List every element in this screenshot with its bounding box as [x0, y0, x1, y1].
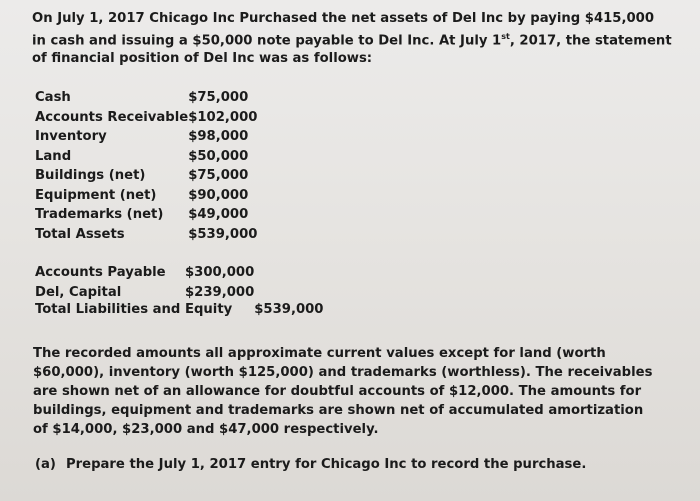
- table-row: [35, 108, 257, 128]
- table-row: [35, 127, 257, 147]
- asset-value-accounts-receivable: $102,000: [188, 109, 258, 125]
- table-row: [35, 166, 257, 186]
- total-liabilities-row: [35, 302, 323, 317]
- liability-value-accounts-payable: $300,000: [185, 265, 255, 281]
- asset-label-equipment: Equipment (net): [35, 187, 157, 203]
- intro-text-part1: On July 1, 2017 Chicago Inc Purchased the net assets of Del Inc by paying $415,000 in cash and issuing a $50,000 note payable to Del Inc. At July 1: [32, 11, 655, 49]
- asset-label-trademarks: Trademarks (net): [35, 207, 164, 223]
- asset-label-accounts-receivable: Accounts Receivable: [35, 109, 189, 125]
- asset-label-cash: Cash: [35, 90, 71, 106]
- liability-label-accounts-payable: Accounts Payable: [35, 265, 166, 281]
- asset-label-land: Land: [35, 148, 72, 164]
- asset-value-buildings: $75,000: [188, 168, 249, 184]
- table-row: [35, 225, 257, 245]
- asset-value-trademarks: $49,000: [188, 207, 249, 223]
- table-row: [35, 147, 257, 167]
- asset-value-land: $50,000: [188, 148, 249, 164]
- task-letter: (a): [35, 457, 56, 472]
- liability-label-del-capital: Del, Capital: [35, 284, 122, 300]
- asset-value-cash: $75,000: [188, 90, 249, 106]
- liability-value-del-capital: $239,000: [185, 284, 255, 300]
- asset-value-equipment: $90,000: [188, 187, 249, 203]
- task-a: [35, 457, 586, 472]
- asset-value-inventory: $98,000: [188, 129, 249, 145]
- table-row: [35, 186, 257, 206]
- asset-label-buildings: Buildings (net): [35, 168, 146, 184]
- total-liabilities-value: $539,000: [254, 302, 324, 317]
- liabilities-table: [35, 263, 254, 302]
- table-row: [35, 88, 257, 108]
- ordinal-suffix: st: [501, 32, 510, 41]
- assets-table: [35, 88, 257, 244]
- table-row: [35, 263, 254, 283]
- asset-value-total: $539,000: [188, 226, 258, 242]
- asset-label-total: Total Assets: [35, 226, 125, 242]
- asset-label-inventory: Inventory: [35, 129, 107, 145]
- table-row: [35, 205, 257, 225]
- intro-text-part2: , 2017, the statement of financial position of Del Inc was as follows:: [32, 33, 672, 67]
- total-liabilities-label: Total Liabilities and Equity: [35, 302, 233, 317]
- task-text: Prepare the July 1, 2017 entry for Chicago Inc to record the purchase.: [65, 457, 587, 472]
- table-row: [35, 283, 254, 303]
- intro-paragraph: [32, 10, 672, 68]
- notes-paragraph: The recorded amounts all approximate current values except for land (worth $60,000), inventory (worth $125,000) and trademarks (worthless). The receivables are shown net of an allowance for doubtful accounts of $12,000. The amounts for buildings, equipment and trademarks are shown net of accumulated amortization of $14,000, $23,000 and $47,000 respectively.: [33, 346, 653, 437]
